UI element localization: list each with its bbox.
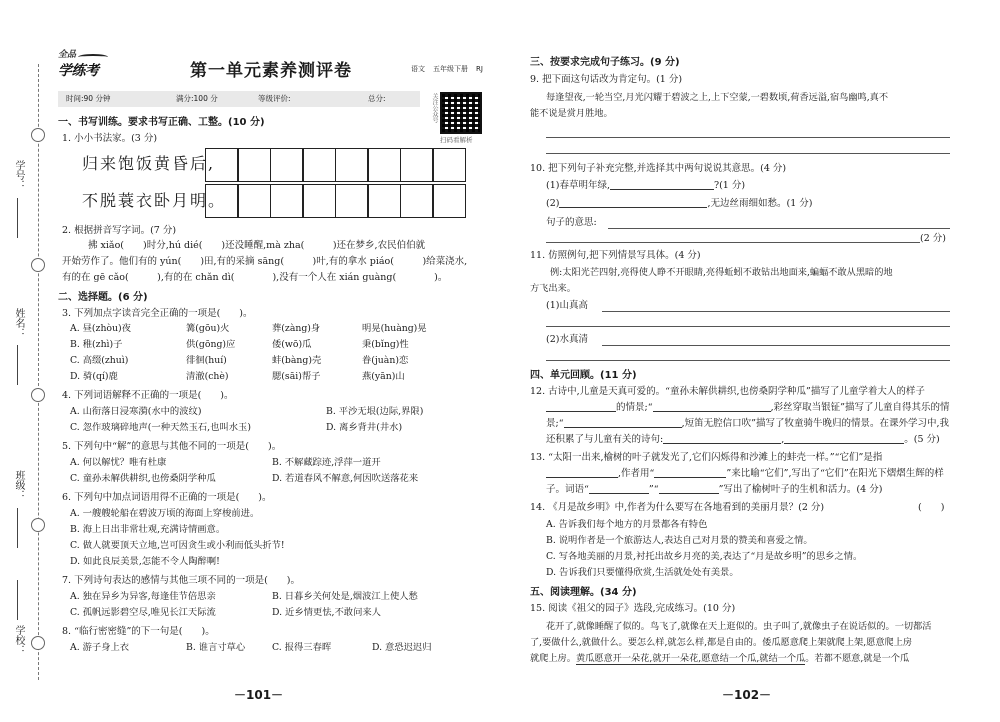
q5-option-b[interactable]: B. 不解藏踪迹,浮萍一道开 xyxy=(272,457,381,468)
q10-meaning-line-1[interactable] xyxy=(608,228,950,229)
grade: 五年级下册 xyxy=(433,65,468,73)
binding-hole xyxy=(31,518,45,532)
q10-item-2-text: (2) xyxy=(546,198,560,209)
q3-opt-c2: 徘徊(huí) xyxy=(186,355,227,366)
q2-prompt: 2. 根据拼音写字词。(7 分) xyxy=(62,225,177,236)
q5-option-a[interactable]: A. 何以解忧？唯有杜康 xyxy=(70,457,167,468)
reading-line-1: 花开了,就像睡醒了似的。鸟飞了,就像在天上逛似的。虫子叫了,就像虫子在说话似的。一切都活 xyxy=(546,621,932,632)
q12-line-2-b: ,彩丝穿取当银钲”描写了儿童自得其乐的情 xyxy=(770,402,950,413)
q3-opt-a4: 明晃(huàng)晃 xyxy=(362,323,427,334)
q12-blank-5[interactable] xyxy=(784,434,904,444)
q3-opt-c4: 眷(juàn)恋 xyxy=(362,355,409,366)
section-1-heading: 一、书写训练。要求书写正确、工整。(10 分) xyxy=(58,117,265,128)
q14-option-c[interactable]: C. 写各地美丽的月景,衬托出故乡月亮的美,表达了“月是故乡明”的思乡之情。 xyxy=(546,551,863,562)
q7-option-d[interactable]: D. 近乡情更怯,不敢问来人 xyxy=(272,607,381,618)
brand-logo xyxy=(58,50,114,80)
q9-answer-line-1[interactable] xyxy=(546,137,950,138)
school-line[interactable] xyxy=(17,580,18,620)
q4-option-a[interactable]: A. 山衔落日浸寒漪(水中的波纹) xyxy=(70,406,202,417)
q13-line-3-b: ”“ xyxy=(648,484,659,495)
q13-line-3-c: ”写出了榆树叶子的生机和活力。(4 分) xyxy=(718,484,883,495)
q8-option-b[interactable]: B. 谁言寸草心 xyxy=(186,642,246,653)
q3-opt-b1[interactable]: B. 稚(zhì)子 xyxy=(70,339,123,350)
q11-example-2: 方飞出来。 xyxy=(530,283,576,294)
reading-line-3-c: 。若都不愿意,就是一个瓜 xyxy=(805,653,910,664)
q10-item-1 xyxy=(546,180,745,192)
calligraphy-line-2: 不脱蓑衣卧月明。 xyxy=(82,191,227,210)
q14-answer-paren[interactable]: ( ) xyxy=(918,502,945,513)
q10-meaning-label: 句子的意思: xyxy=(546,217,597,228)
q13-blank-4[interactable] xyxy=(659,484,719,494)
q11-item-2: (2)水真清 xyxy=(546,334,588,345)
info-bar xyxy=(58,91,420,107)
q10-item-2-end: ,无边丝雨细如愁。(1 分) xyxy=(707,198,813,209)
section-4-heading: 四、单元回顾。(11 分) xyxy=(530,370,637,381)
section-5-heading: 五、阅读理解。(34 分) xyxy=(530,587,637,598)
q13-blank-1[interactable] xyxy=(546,468,618,478)
q10-blank-1[interactable] xyxy=(610,180,714,190)
q5-prompt: 5. 下列句中“解”的意思与其他不同的一项是( )。 xyxy=(62,441,282,452)
q9-prompt: 9. 把下面这句话改为肯定句。(1 分) xyxy=(530,74,683,85)
q3-opt-b2: 供(gōng)应 xyxy=(186,339,236,350)
writing-grid-2[interactable] xyxy=(206,184,466,218)
qr-side-caption: 关注公众号 xyxy=(431,93,438,123)
school-label: 学校： xyxy=(13,625,24,655)
logo-swoosh-icon xyxy=(78,54,108,60)
q6-option-c[interactable]: C. 做人就要顶天立地,岂可因贪生或小利而低头折节! xyxy=(70,540,285,551)
q3-opt-d1[interactable]: D. 骑(qí)鹿 xyxy=(70,371,118,382)
q12-line-3 xyxy=(546,418,949,430)
reading-underlined-sentence: 黄瓜愿意开一朵花,就开一朵花,愿意结一个瓜,就结一个瓜 xyxy=(575,653,806,664)
q3-opt-a3: 葬(zàng)身 xyxy=(272,323,321,334)
q3-opt-d4: 燕(yān)山 xyxy=(362,371,405,382)
q14-option-b[interactable]: B. 说明作者是一个旅游达人,表达自己对月景的赞美和喜爱之情。 xyxy=(546,535,813,546)
q4-option-b[interactable]: B. 平沙无垠(边际,界限) xyxy=(326,406,424,417)
q3-opt-a1[interactable]: A. 昼(zhòu)夜 xyxy=(70,323,131,334)
q11-answer-line-1[interactable] xyxy=(602,311,950,312)
q12-line-4: 还积累了与儿童有关的诗句: , 。(5 分) xyxy=(546,434,940,445)
q13-line-3 xyxy=(546,484,882,496)
logo-top-text: 全品 xyxy=(58,50,77,60)
q12-line-2 xyxy=(546,402,949,414)
class-label: 班级： xyxy=(13,470,24,500)
reading-line-3-a: 就爬上房。 xyxy=(530,653,576,664)
q12-line-3-a: 景;“ xyxy=(546,418,564,429)
q3-opt-c3: 蚌(bàng)壳 xyxy=(272,355,322,366)
q4-prompt: 4. 下列词语解释不正确的一项是( )。 xyxy=(62,390,234,401)
binding-hole xyxy=(31,388,45,402)
q4-option-c[interactable]: C. 忽作玻璃碎地声(一种天然玉石,也叫水玉) xyxy=(70,422,251,433)
q10-item-1-end: ?(1 分) xyxy=(713,180,746,191)
q15-prompt: 15. 阅读《祖父的园子》选段,完成练习。(10 分) xyxy=(530,603,736,614)
calligraphy-line-1: 归来饱饭黄昏后, xyxy=(82,154,216,173)
q14-option-d[interactable]: D. 告诉我们只要懂得欣赏,生活就处处有美景。 xyxy=(546,567,739,578)
q3-prompt: 3. 下列加点字读音完全正确的一项是( )。 xyxy=(62,308,253,319)
edition: RJ xyxy=(476,65,483,73)
q9-answer-line-2[interactable] xyxy=(546,153,950,154)
q13-blank-3[interactable] xyxy=(589,484,649,494)
q2-line-1[interactable]: 拂 xiǎo( )时分,hú dié( )还没睡醒,mà zha( )还在梦乡,农民伯伯就 xyxy=(88,240,426,251)
section-3-heading: 三、按要求完成句子练习。(9 分) xyxy=(530,57,680,68)
q8-prompt: 8. “临行密密缝”的下一句是( )。 xyxy=(62,626,215,637)
q11-answer-line-2[interactable] xyxy=(546,326,950,327)
q12-blank-1[interactable] xyxy=(546,402,616,412)
q10-meaning-line-2[interactable] xyxy=(546,242,920,243)
qr-code-icon[interactable] xyxy=(440,92,482,134)
q12-line-3-b: ,短笛无腔信口吹”描写了牧童骑牛晚归的情景。在课外学习中,我 xyxy=(681,418,949,429)
q11-prompt: 11. 仿照例句,把下列情景写具体。(4 分) xyxy=(530,250,701,261)
q6-option-b[interactable]: B. 海上日出非常壮观,充满诗情画意。 xyxy=(70,524,226,535)
q5-option-c[interactable]: C. 童孙未解供耕织,也傍桑阴学种瓜 xyxy=(70,473,216,484)
q12-line-4-b: 。(5 分) xyxy=(904,434,940,445)
q14-option-a[interactable]: A. 告诉我们每个地方的月景都各有特色 xyxy=(546,519,708,530)
q7-option-b[interactable]: B. 日暮乡关何处是,烟波江上使人愁 xyxy=(272,591,418,602)
q7-option-c[interactable]: C. 孤帆远影碧空尽,唯见长江天际流 xyxy=(70,607,216,618)
total-label: 总分: xyxy=(368,94,386,103)
page-title: 第一单元素养测评卷 xyxy=(190,61,352,81)
q6-prompt: 6. 下列句中加点词语用得不正确的一项是( )。 xyxy=(62,492,272,503)
name-label: 姓名： xyxy=(13,308,24,338)
q2-line-3[interactable]: 有的在 gē cǎo( ),有的在 chǎn dì( ),没有一个人在 xián guàng( )。 xyxy=(62,272,448,283)
q3-opt-c1[interactable]: C. 高缀(zhuì) xyxy=(70,355,129,366)
q7-prompt: 7. 下列诗句表达的感情与其他三项不同的一项是( )。 xyxy=(62,575,300,586)
cut-line xyxy=(38,64,39,680)
qr-scan-caption: 扫码看解析 xyxy=(440,136,473,144)
q9-text-1: 每逢望夜,一轮当空,月光闪耀于碧波之上,上下空蒙,一碧数顷,荷香远溢,宿鸟幽鸣,真不 xyxy=(546,92,889,103)
binding-hole xyxy=(31,636,45,650)
q13-line-1: 13. “太阳一出来,榆树的叶子就发光了,它们闪烁得和沙滩上的蚌壳一样。”“它们”是指 xyxy=(530,452,883,463)
q13-line-2-b: ”来比喻“它们”,写出了“它们”在阳光下熠熠生辉的样 xyxy=(726,468,944,479)
subject: 语文 xyxy=(411,65,425,73)
class-line[interactable] xyxy=(17,508,18,548)
q8-option-d[interactable]: D. 意恐迟迟归 xyxy=(372,642,432,653)
page-number-left: －101－ xyxy=(234,688,284,702)
binding-hole xyxy=(31,258,45,272)
q1-prompt: 1. 小小书法家。(3 分) xyxy=(62,133,158,144)
q9-text-2: 能不说是赏月胜地。 xyxy=(530,108,613,119)
q10-blank-2[interactable] xyxy=(559,198,707,208)
q10-item-1-text: (1)春草明年绿, xyxy=(546,180,610,191)
q7-option-a[interactable]: A. 独在异乡为异客,每逢佳节倍思亲 xyxy=(70,591,216,602)
q12-line-2-a: 的情景;“ xyxy=(616,402,653,413)
q8-option-a[interactable]: A. 游子身上衣 xyxy=(70,642,130,653)
q5-option-d[interactable]: D. 若道春风不解意,何因吹送落花来 xyxy=(272,473,419,484)
q11-example-1: 例:太阳光芒四射,亮得使人睁不开眼睛,亮得蚯蚓不敢钻出地面来,蝙蝠不敢从黑暗的地 xyxy=(550,267,893,278)
q13-line-3-a: 子。词语“ xyxy=(546,484,589,495)
logo-main-text: 学练考 xyxy=(58,62,99,79)
right-page xyxy=(500,0,1000,722)
reading-line-3 xyxy=(530,653,909,665)
q8-option-c[interactable]: C. 报得三春晖 xyxy=(272,642,332,653)
section-2-heading: 二、选择题。(6 分) xyxy=(58,292,148,303)
q3-opt-b3: 倭(wō)瓜 xyxy=(272,339,312,350)
rating-label: 等级评价: xyxy=(258,94,291,103)
q13-line-2 xyxy=(546,468,944,480)
q13-blank-2[interactable] xyxy=(654,468,726,478)
q12-line-4-a: 还积累了与儿童有关的诗句: xyxy=(546,434,664,445)
q10-prompt: 10. 把下列句子补充完整,并选择其中两句说说其意思。(4 分) xyxy=(530,163,787,174)
exam-meta xyxy=(411,65,491,74)
q4-option-d[interactable]: D. 离乡背井(井水) xyxy=(326,422,403,433)
q12-blank-2[interactable] xyxy=(653,402,771,412)
name-line[interactable] xyxy=(17,345,18,385)
binding-margin xyxy=(0,0,50,722)
q11-answer-line-3[interactable] xyxy=(602,345,950,346)
q12-blank-3[interactable] xyxy=(564,418,682,428)
q13-line-2-a: ,作者用“ xyxy=(618,468,655,479)
q6-option-a[interactable]: A. 一艘艘轮船在碧波万顷的海面上穿梭前进。 xyxy=(70,508,260,519)
q11-answer-line-4[interactable] xyxy=(546,360,950,361)
q12-line-1: 12. 古诗中,儿童是天真可爱的。“童孙未解供耕织,也傍桑阴学种瓜”描写了儿童学着大人的样子 xyxy=(530,386,925,397)
q3-opt-a2: 篝(gōu)火 xyxy=(186,323,230,334)
student-no-line[interactable] xyxy=(17,198,18,238)
student-no-label: 学号： xyxy=(13,160,24,190)
full-marks: 满分:100 分 xyxy=(176,94,218,103)
q6-option-d[interactable]: D. 如此良辰美景,怎能不令人陶醉啊! xyxy=(70,556,220,567)
q12-blank-4[interactable] xyxy=(663,434,781,444)
q14-prompt: 14. 《月是故乡明》中,作者为什么要写在各地看到的美丽月景？(2 分) xyxy=(530,502,825,513)
q3-opt-d2: 清澈(chè) xyxy=(186,371,229,382)
q2-line-2[interactable]: 开始劳作了。他们有的 yún( )田,有的采摘 sāng( )叶,有的拿水 piáo( )给菜浇水, xyxy=(62,256,468,267)
page-number-right: －102－ xyxy=(722,688,772,702)
q3-opt-b4: 秉(bǐng)性 xyxy=(362,339,409,350)
q11-item-1: (1)山真高 xyxy=(546,300,588,311)
q10-item-2 xyxy=(546,198,812,210)
q10-score: (2 分) xyxy=(920,233,946,244)
binding-hole xyxy=(31,128,45,142)
q3-opt-d3: 腮(sāi)帮子 xyxy=(272,371,321,382)
writing-grid-1[interactable] xyxy=(206,148,466,182)
reading-line-2: 了,要做什么,就做什么。要怎么样,就怎么样,都是自由的。倭瓜愿意爬上架就爬上架,愿意爬上房 xyxy=(530,637,913,648)
time-limit: 时间:90 分钟 xyxy=(66,94,111,103)
